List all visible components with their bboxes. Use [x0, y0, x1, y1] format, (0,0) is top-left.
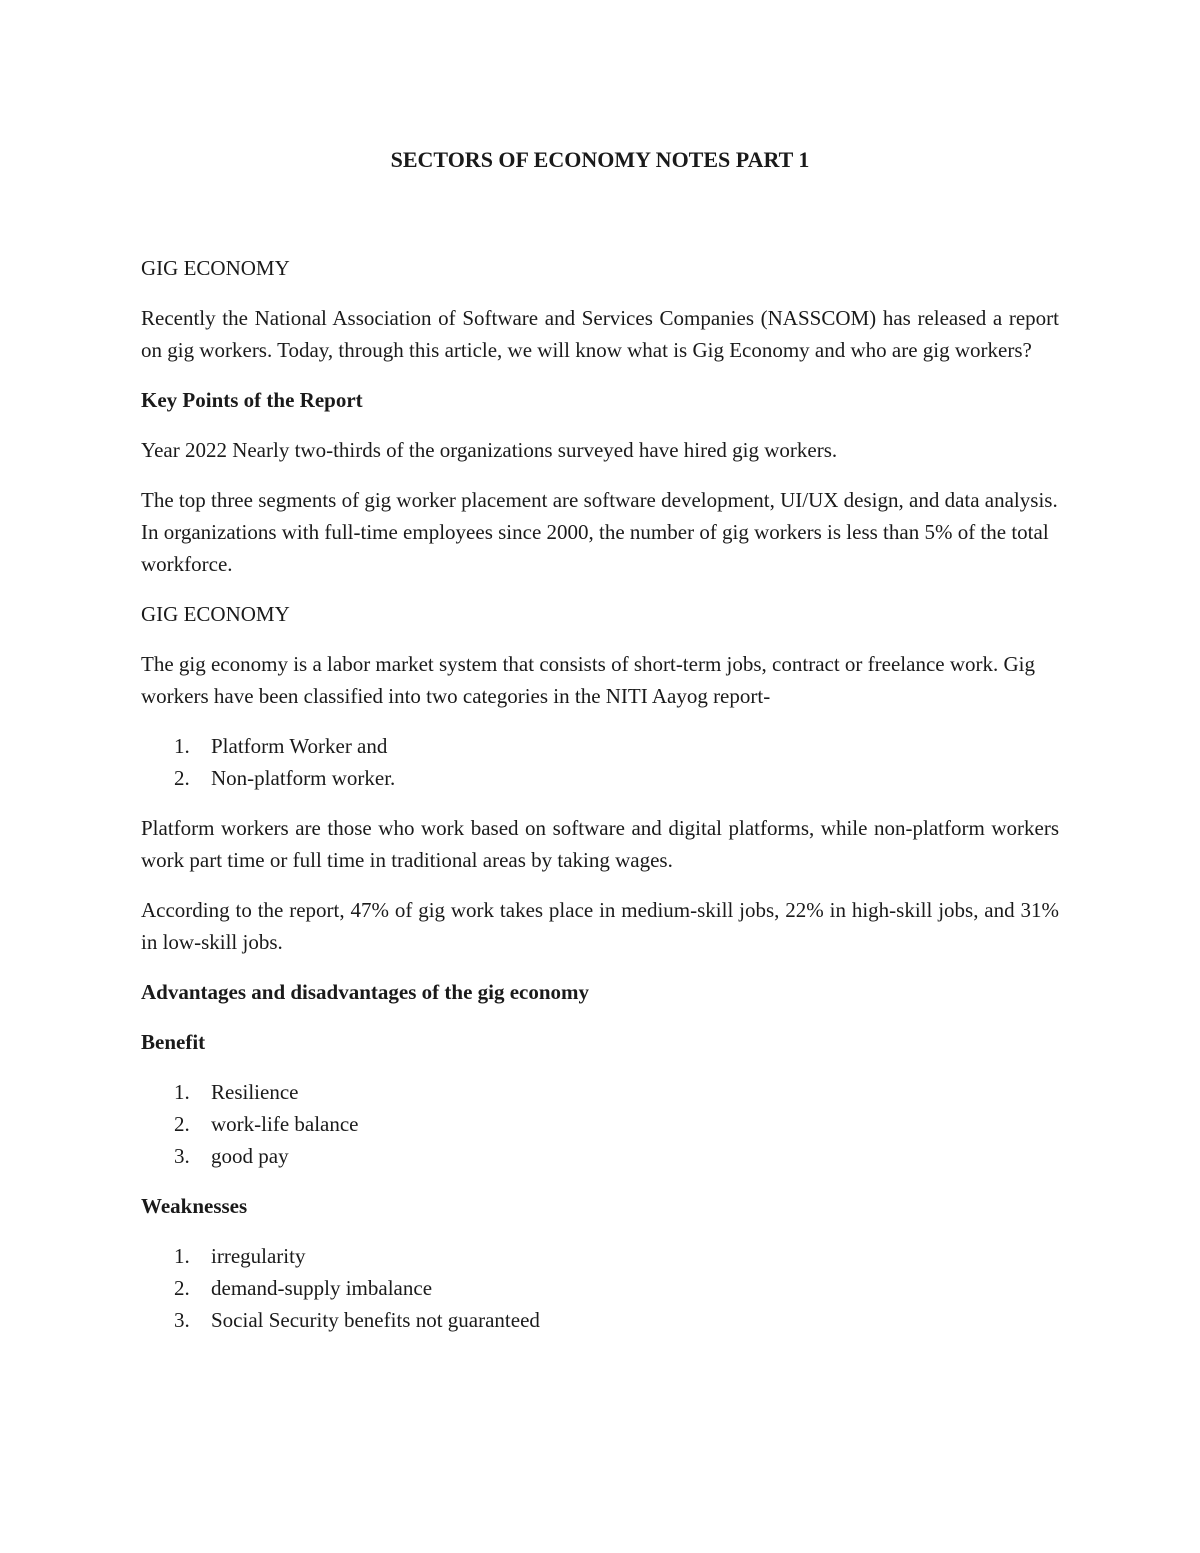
- weaknesses-list: [141, 1240, 1059, 1336]
- section-heading-gig-economy: GIG ECONOMY: [141, 256, 290, 280]
- list-item-text: demand-supply imbalance: [211, 1276, 433, 1300]
- list-number: 1.: [174, 1080, 190, 1104]
- section-heading-advantages: Advantages and disadvantages of the gig economy: [141, 980, 590, 1004]
- section-heading-benefit: Benefit: [141, 1030, 206, 1054]
- list-number: 2.: [174, 1276, 190, 1300]
- skill-paragraph: According to the report, 47% of gig work takes place in medium-skill jobs, 22% in high-skill jobs, and 31% in low-skill jobs.: [141, 898, 1059, 954]
- list-item: [141, 1076, 1059, 1108]
- section-heading-gig-economy: GIG ECONOMY: [141, 602, 290, 626]
- platform-paragraph: Platform workers are those who work based on software and digital platforms, while non-platform workers work part time or full time in traditional areas by taking wages.: [141, 816, 1059, 872]
- list-number: 2.: [174, 1112, 190, 1136]
- list-item-text: good pay: [211, 1144, 289, 1168]
- list-item-text: Platform Worker and: [211, 734, 388, 758]
- section-heading-weaknesses: Weaknesses: [141, 1194, 248, 1218]
- benefits-list: [141, 1076, 1059, 1172]
- list-item: [141, 1272, 1059, 1304]
- definition-paragraph: The gig economy is a labor market system that consists of short-term jobs, contract or freelance work. Gig workers have been classified into two categories in the NITI Aayog report-: [141, 652, 1035, 708]
- list-number: 3.: [174, 1144, 190, 1168]
- list-item: [141, 1240, 1059, 1272]
- list-item-text: Non-platform worker.: [211, 766, 396, 790]
- list-item: [141, 1140, 1059, 1172]
- list-number: 1.: [174, 734, 190, 758]
- key-point-paragraph: Year 2022 Nearly two-thirds of the organizations surveyed have hired gig workers.: [141, 438, 838, 462]
- list-number: 1.: [174, 1244, 190, 1268]
- key-point-paragraph: The top three segments of gig worker placement are software development, UI/UX design, and data analysis. In organizations with full-time employees since 2000, the number of gig workers is less than 5% of the total workforce.: [141, 488, 1058, 576]
- list-item: [141, 762, 1059, 794]
- list-item-text: work-life balance: [211, 1112, 359, 1136]
- list-number: 3.: [174, 1308, 190, 1332]
- intro-paragraph: Recently the National Association of Software and Services Companies (NASSCOM) has released a report on gig workers. Today, through this article, we will know what is Gig Economy and who are gig workers?: [141, 306, 1059, 362]
- list-number: 2.: [174, 766, 190, 790]
- list-item: [141, 1108, 1059, 1140]
- list-item-text: Social Security benefits not guaranteed: [211, 1308, 540, 1332]
- section-heading-key-points: Key Points of the Report: [141, 388, 363, 412]
- list-item: [141, 1304, 1059, 1336]
- document-title: SECTORS OF ECONOMY NOTES PART 1: [390, 147, 810, 172]
- list-item-text: irregularity: [211, 1244, 306, 1268]
- list-item: [141, 730, 1059, 762]
- categories-list: [141, 730, 1059, 794]
- list-item-text: Resilience: [211, 1080, 299, 1104]
- document-body: [141, 252, 1059, 1354]
